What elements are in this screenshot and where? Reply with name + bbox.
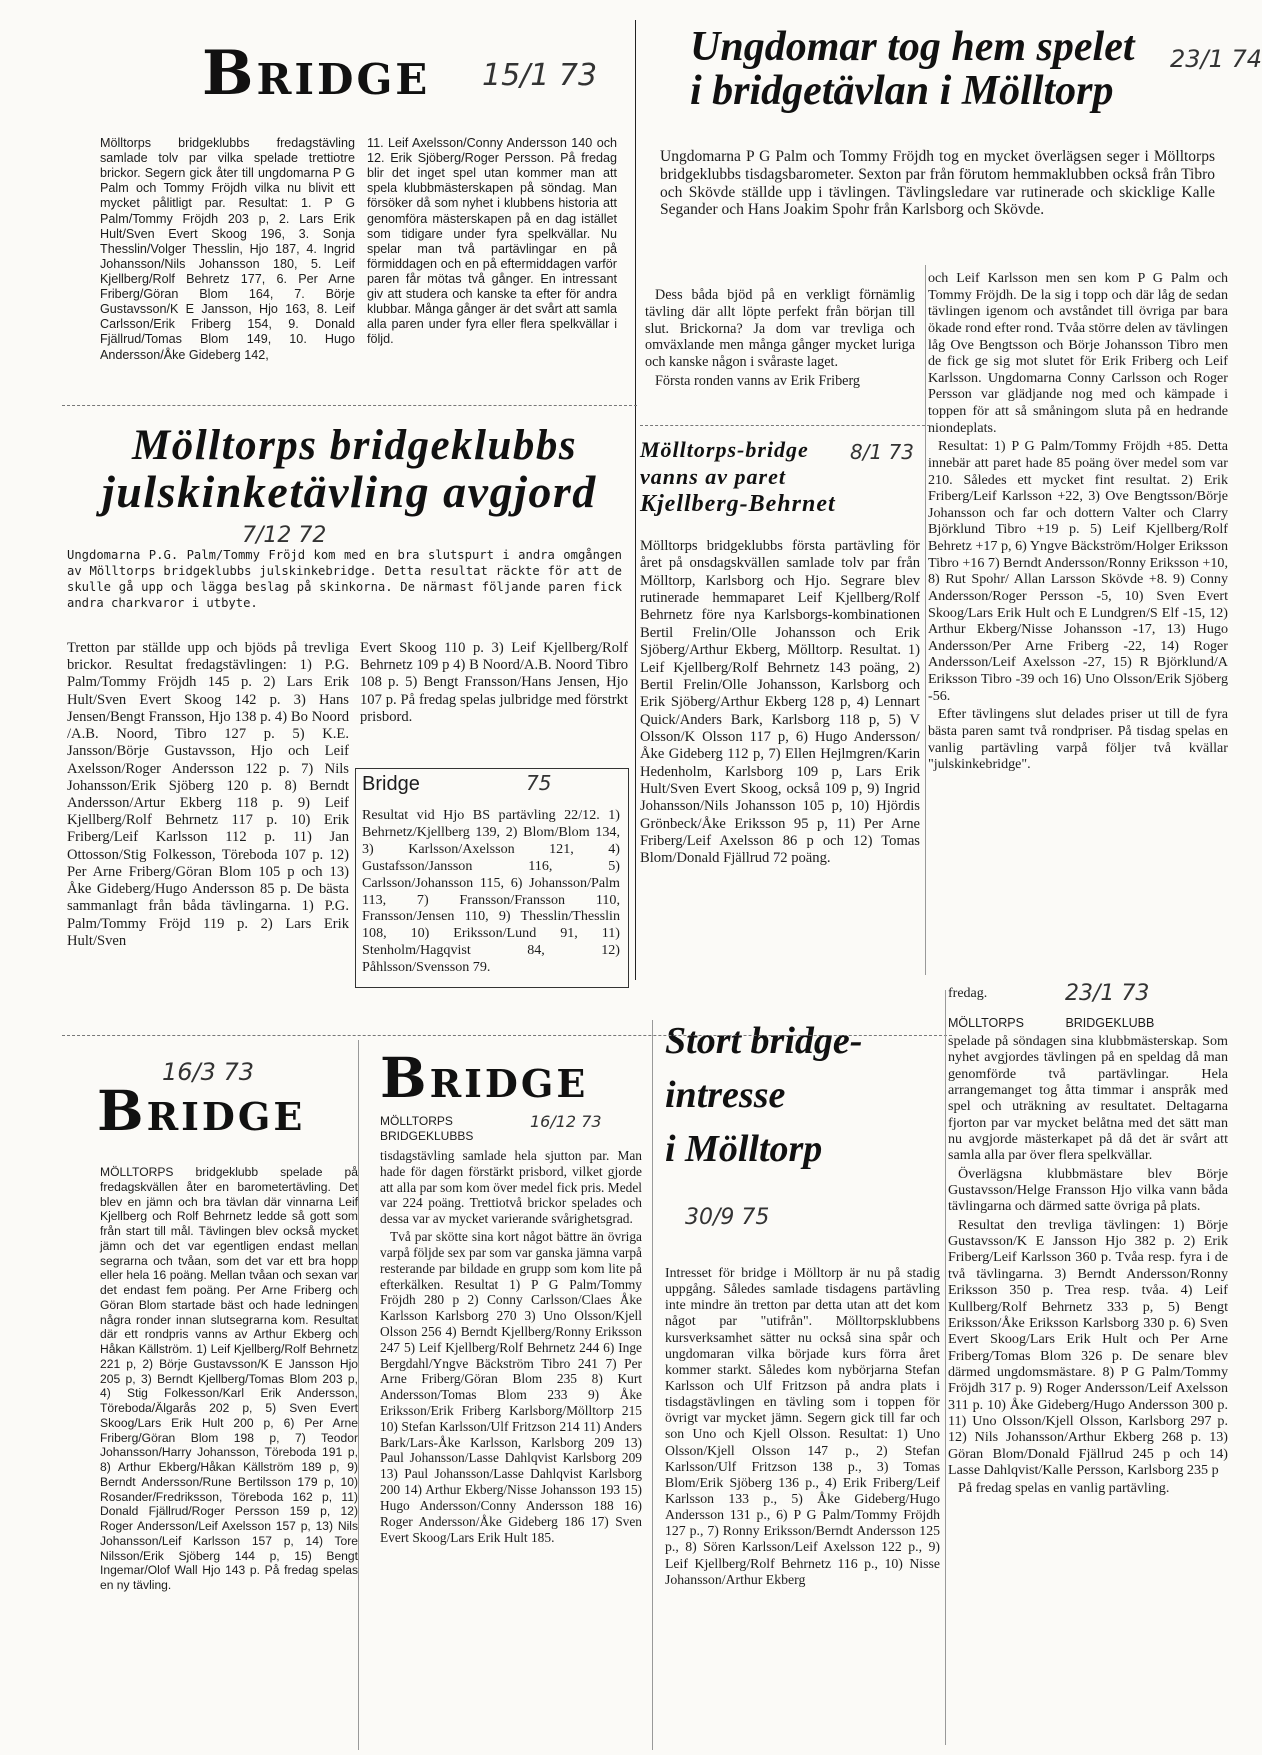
article-text: Resultat vid Hjo BS partävling 22/12. 1) Behrnetz/Kjellberg 139, 2) Blom/Blom 134, 3) Karlsson/Axelsson 121, 4) Gustafsson/Jansson 116, 5) Carlsson/Johansson 115, 6) Johansson/Palm 113, 7) Fransson/Fransson 110, Fransson/Jensen 110, 9) Thesslin/Thesslin 108, 10) Eriksson/Lund 91, 11) Stenholm/Hagqvist 84, 12) Påhlsson/Svensson 79. — [362, 807, 620, 976]
article-text: Intresset för bridge i Mölltorp är nu på stadig uppgång. Således samlade tisdagens partävling inte mindre än tretton par detta utan att det kom något par "utifrån". Mölltorpsklubbens kursverksamhet sätter nu också sina spår och ungdomaran vilka började kurs förra året kommer starkt. Således kom nybörjarna Stefan Karlsson och Ulf Fritzson på andra plats i tisdagstävlingen en tävling som i toppen för övrigt var mycket jämn. Segern gick till far och son Uno och Kjell Olsson. Resultat: 1) Uno Olsson/Kjell Olsson 147 p., 2) Stefan Karlsson/Ulf Fritzson 138 p., 3) Tomas Blom/Erik Sjöberg 136 p., 4) Erik Friberg/Leif Karlsson 133 p., 5) Åke Gideberg/Hugo Andersson 131 p., 6) P G Palm/Tommy Fröjdh 127 p., 7) Ronny Eriksson/Berndt Andersson 125 p., 8) Sören Karlsson/Leif Axelsson 122 p., 9) Leif Kjellberg/Rolf Behrnetz 116 p., 10) Nisse Johansson/Arthur Ekberg — [665, 1265, 940, 1587]
article-column-left: Tretton par ställde upp och bjöds på trevliga brickor. Resultat fredagstävlingen: 1) P.G. Palm/Tommy Fröjdh 145 p. 2) Lars Erik Hult/Sven Evert Skoog 142 p. 3) Hans Jensen/Bengt Fransson, Hjo 138 p. 4) Bo Noord /A.B. Noord, Tibro 127 p. 5) K.E. Jansson/Börje Gustavsson, Hjo och Leif Axelsson/Roger Andersson 122 p. 7) Nils Johansson/Erik Sjöberg 120 p. 8) Berndt Andersson/Artur Ekberg 118 p. 9) Leif Kjellberg/Rolf Behrnetz 117 p. 10) Erik Friberg/Leif Karlsson 112 p. 11) Jan Ottosson/Stig Folkesson, Töreboda 107 p. 12) Per Arne Friberg/Göran Blom 105 p och 13) Åke Gideberg/Hugo Andersson 85 p. De bästa sammanlagt från båda tävlingarna. 1) P.G. Palm/Tommy Fröjd 119 p. 2) Lars Erik Hult/Sven — [67, 640, 349, 949]
clipping-edge — [945, 990, 946, 1745]
article-text: Mölltorps bridgeklubbs första partävling för året på onsdagskvällen samlade tolv par från Mölltorp, Karlsborg och Hjo. Segrare blev rutinerade hemmaparet Leif Kjellberg/Rolf Behrnetz före nya Karlsborgs-kombinationen Bertil Frelin/Olle Johansson och Erik Sjöberg/Arthur Ekberg, Mölltorp. Resultat. 1) Leif Kjellberg/Rolf Behrnetz 143 poäng, 2) Bertil Frelin/Olle Johansson, Karlsborg och Erik Sjöberg/Arthur Ekberg 128 p, 4) Lennart Quick/Anders Bark, Karlsborg 118 p, 5) V Olsson/K Olsson 117 p, 6) Hugo Andersson/Åke Gideberg 112 p, 7) Ellen Hejlmgren/Karin Hedenholm, Karlsborg 109 p, Lars Erik Hult/Sven Evert Skoog, också 109 p, 9) Ingrid Johansson/Nils Johansson 105 p, 10) Hjördis Grönbeck/Åke Eriksson 95 p, 11) Per Arne Friberg/Leif Axelsson 86 p och 12) Tomas Blom/Donald Fjällrud 72 poäng. — [640, 538, 920, 867]
clipping-edge — [652, 1020, 653, 1750]
handwritten-date: 8/1 73 — [850, 440, 914, 464]
article-column-right: Evert Skoog 110 p. 3) Leif Kjellberg/Rolf Behrnetz 109 p 4) B Noord/A.B. Noord Tibro 108 p. 5) Bengt Fransson/Hans Jensen, Hjo 107 p. På fredag spelas julbridge med förstrkt prisbord. — [360, 640, 628, 725]
handwritten-date: 75 — [526, 771, 552, 795]
clipping-edge — [62, 1035, 952, 1036]
clipping-bridge-hjo — [355, 768, 629, 988]
clipping-bridge-16-12 — [360, 1030, 650, 1750]
clipping-klubbmasterskap — [945, 983, 1233, 1750]
handwritten-date: 23/1 74 — [1170, 45, 1262, 73]
bridge-masthead: BRIDGE — [202, 38, 431, 109]
clipping-bridge-15-1 — [62, 18, 622, 398]
handwritten-date: 15/1 73 — [482, 58, 598, 93]
clipping-edge — [925, 265, 926, 975]
clipping-edge — [358, 1040, 359, 1750]
clipping-stort-bridgeintresse — [655, 1015, 945, 1750]
article-text: tisdagstävling samlade hela sjutton par. Man hade för dagen förstärkt prisbord, vilket gjorde att alla par som kom över medel fick pris. Medel var 224 poäng. Trettiotvå brickor spelades och dessa var av mycket varierande svårighetsgrad. Två par skötte sina kort något bättre än övriga varpå följde sex par som var ganska jämna varpå resterande par bildade en grupp som kom lite på efterkälken. Resultat 1) P G Palm/Tommy Fröjdh 280 p 2) Conny Carlsson/Claes Åke Karlsson Karlsborg 270 3) Uno Olsson/Kjell Olsson 256 4) Berndt Kjellberg/Ronny Eriksson 247 5) Leif Kjellberg/Rolf Behrnetz 244 6) Inge Bergdahl/Yngve Bäckström Tibro 241 7) Per Arne Friberg/Göran Blom 235 8) Kurt Andersson/Tomas Blom 233 9) Åke Eriksson/Erik Friberg Karlsborg/Mölltorp 215 10) Stefan Karlsson/Ulf Fritzson 214 11) Anders Bark/Lars-Åke Karlsson, Karlsborg 209 13) Paul Johansson/Lasse Dahlqvist Karlsborg 209 13) Paul Johansson/Lasse Dahlqvist Karlsborg 200 14) Arthur Ekberg/Nisse Johansson 193 15) Hugo Andersson/Conny Andersson 188 16) Roger Andersson/Åke Gideberg 186 17) Sven Evert Skoog/Lars Erik Hult 185. — [380, 1148, 642, 1545]
handwritten-date: 30/9 75 — [685, 1205, 770, 1230]
sub-heading: MÖLLTORPS BRIDGEKLUBBS — [380, 1114, 474, 1143]
headline: Bridge — [362, 773, 420, 795]
clipping-edge — [640, 425, 930, 426]
headline: Stort bridge- intresse i Mölltorp — [665, 1020, 863, 1170]
column-rule — [635, 20, 636, 980]
clipping-edge — [62, 405, 637, 406]
headline: Mölltorps-bridge vanns av paret Kjellberg-Behrnet — [640, 437, 836, 518]
clipping-molltorps-bridge — [640, 438, 925, 973]
article-text: MÖLLTORPS bridgeklubb spelade på fredagskvällen åter en barometertävling. Det blev en jämn och bra tävlan där vinnarna Leif Kjellberg och Rolf Behrnetz ledde så gott som från start till mål. Tävlingen blev också mycket jämn och det var egentligen endast mellan segrarna och tvåan, som det var ett bra hopp eller hela 16 poäng. Mellan tvåan och sexan var det endast fem poäng. Per Arne Friberg och Göran Blom startade bäst och hade ledningen några ronder innan slutsegrarna kom. Resultat där ett rondpris vanns av Arthur Ekberg och Håkan Källström. 1) Leif Kjellberg/Rolf Behrnetz 221 p, 2) Börje Gustavsson/K E Jansson Hjo 205 p, 3) Berndt Kjellberg/Tomas Blom 203 p, 4) Stig Folkesson/Karl Erik Andersson, Töreboda/Älgarås 202 p, 5) Sven Evert Skoog/Lars Erik Hult 200 p, 6) Per Arne Friberg/Göran Blom 198 p, 7) Teodor Johansson/Harry Johansson, Töreboda 191 p, 8) Arthur Ekberg/Håkan Källström 189 p, 9) Berndt Andersson/Rune Bertilsson 179 p, 10) Rosander/Fredriksson, Töreboda 162 p, 11) Donald Fjällrud/Roger Persson 159 p, 12) Roger Andersson/Leif Axelsson 157 p, 13) Nils Johansson/Leif Karlsson 157 p, 14) Tore Nilsson/Erik Sjöberg 144 p, 15) Bengt Ingemar/Olof Wall Hjo 143 p. På fredag spelas en ny tävling. — [100, 1165, 358, 1592]
sub-heading: MÖLLTORPS BRIDGEKLUBB — [948, 1016, 1155, 1030]
article-lead: Ungdomarna P G Palm och Tommy Fröjdh tog en mycket överlägsen seger i Mölltorps bridgeklubbs tisdagsbarometer. Sexton par från förutom hemmaklubben också från Tibro och Skövde ställde upp i tävlingen. Tävlingsledare var rutinerade och skicklige Kalle Segander och Hans Joakim Spohr från Karlsborg och Skövde. — [660, 148, 1215, 219]
bridge-masthead: BRIDGE — [380, 1045, 589, 1110]
bridge-masthead: BRIDGE — [97, 1078, 306, 1143]
clipping-ungdomar-continued — [928, 270, 1228, 965]
article-column-right: 11. Leif Axelsson/Conny Andersson 140 och 12. Erik Sjöberg/Roger Persson. På fredag blir det inget spel utan kommer man att spela klubbmästerskapen på söndag. Man försöker då som nyhet i klubbens historia att genomföra mästerskapen på en dag istället som tidigare under fyra spelkvällar. Nu spelar man två partävlingar en på förmiddagen och en på eftermiddagen varför paren får mötas två gånger. En intressant giv att studera och kanske ta efter för andra klubbar. Många gånger är det svårt att samla alla paren under fyra eller flera spelkvällar i följd. — [367, 136, 617, 347]
headline: Mölltorps bridgeklubbs julskinketävling avgjord — [102, 422, 597, 518]
fragment-text: fredag. — [948, 986, 988, 1001]
handwritten-date: 16/12 73 — [530, 1112, 602, 1131]
article-column-left: Mölltorps bridgeklubbs fredagstävling samlade tolv par vilka spelade trettiotre brickor. Segern gick åter till ungdomarna P G Palm och Tommy Fröjdh vilka nu blivit ett mycket pålitligt par. Resultat: 1. P G Palm/Tommy Fröjdh 203 p, 2. Lars Erik Hult/Sven Evert Skoog 196, 3. Sonja Thesslin/Volger Thesslin, Hjo 187, 4. Ingrid Johansson/Nils Johansson 180, 5. Leif Kjellberg/Rolf Behretz 177, 6. Per Arne Friberg/Göran Blom 164, 7. Börje Gustavsson/K E Jansson, Hjo 163, 8. Leif Carlsson/Erik Friberg 154, 9. Donald Fjällrud/Tomas Blom 149, 10. Hugo Andersson/Åke Gideberg 142, — [100, 136, 355, 362]
article-text: spelade på söndagen sina klubbmästerskap. Som nyhet avgjordes tävlingen på en speldag då man genomförde två partävlingar. Hela arrangemanget tog åtta timmar i anspråk med spel och uträkning av resultatet. Deltagarna fjorton par var mycket belåtna med det sätt man nu avgjorde mästerkapet på då det är svårt att samla alla par över flera spelkvällar. Överlägsna klubbmästare blev Börje Gustavsson/Helge Fransson Hjo vilka vann båda tävlingarna och därmed satte övriga på plats. Resultat den trevliga tävlingen: 1) Börje Gustavsson/K E Jansson Hjo 382 p. 2) Erik Friberg/Leif Karlsson 360 p. Tvåa resp. fyra i de två tävlingarna. 3) Berndt Andersson/Ronny Eriksson 350 p. Trea resp. tvåa. 4) Leif Kullberg/Rolf Behrnetz 333 p, 5) Bengt Eriksson/Åke Eriksson Karlsborg 330 p. 6) Sven Evert Skoog/Lars Erik Hult och Per Arne Friberg/Tomas Blom 326 p. De senare blev därmed ungdomsmästare. 8) P G Palm/Tommy Fröjdh 317 p. 9) Roger Andersson/Leif Axelsson 311 p. 10) Åke Gideberg/Hugo Andersson 300 p. 11) Uno Olsson/Kjell Olsson, Karlsborg 297 p. 12) Nils Johansson/Arthur Ekberg 268 p. 13) Göran Blom/Donald Fjällrud 245 p och 14) Lasse Dahlqvist/Kalle Persson, Karlsborg 235 p På fredag spelas en vanlig partävling. — [948, 1033, 1228, 1497]
article-column: och Leif Karlsson men sen kom P G Palm och Tommy Fröjdh. De la sig i topp och där låg de sedan tävlingen igenom och avståndet till övriga par bara ökade rond efter rond. Tvåa större delen av tävlingen låg Ove Bengtsson och Börje Johansson Tibro men de fick ge sig mot slutet för Erik Friberg och Leif Karlsson. Ungdomarna Conny Carlsson och Roger Persson var glädjande nog med och kämpade i toppen för att så småningom sluta på en hedrande niondeplats. Resultat: 1) P G Palm/Tommy Fröjdh +85. Detta innebär att paret hade 85 poäng över medel som var 210. Således ett mycket fint resultat. 2) Erik Friberg/Leif Karlsson +22, 3) Ove Bengtsson/Börje Johansson och far och dottern Valter och Clarry Björklund Tibro +19 p. 5) Leif Kjellberg/Rolf Behretz +17 p, 6) Yngve Bäckström/Holger Eriksson Tibro +16 7) Berndt Andersson/Ronny Eriksson +10, 8) Rut Spohr/ Allan Larsson Skövde +8. 9) Conny Andersson/Roger Persson -5, 10) Sven Evert Skoog/Lars Erik Hult och E Lundgren/S Elf -15, 12) Arthur Ekberg/Nisse Johansson -17, 13) Hugo Andersson/Per Arne Friberg -22, 14) Roger Andersson/Leif Axelsson -27, 15) R Björklund/A Eriksson Tibro -39 och 16) Uno Olsson/Erik Sjöberg -56. Efter tävlingens slut delades priser ut till de fyra bästa paren samt två rondpriser. På tisdag spelas en vanlig partävling varpå följer två kvällar "julskinkebridge". — [928, 270, 1229, 773]
handwritten-date: 16/3 73 — [162, 1058, 255, 1086]
handwritten-date: 7/12 72 — [242, 523, 327, 548]
clipping-bridge-16-3 — [62, 1050, 362, 1750]
handwritten-date: 23/1 73 — [1065, 981, 1150, 1006]
headline: Ungdomar tog hem spelet i bridgetävlan i Mölltorp — [690, 24, 1135, 115]
article-lead: Ungdomarna P.G. Palm/Tommy Fröjd kom med en bra slutspurt i andra omgången av Mölltorps bridgeklubbs julskinkebridge. Detta resultat räckte för att de skulle gå upp och lägga beslag på skinkorna. De närmast följande paren fick andra charkvaror i utbyte. — [67, 548, 622, 610]
article-column: Dess båda bjöd på en verkligt förnämlig tävling där allt löpte perfekt från början till slut. Brickorna? Ja dom var trevliga och omväxlande men många gånger mycket luriga och kanske någon i svåraste laget. Första ronden vanns av Erik Friberg — [645, 287, 915, 389]
